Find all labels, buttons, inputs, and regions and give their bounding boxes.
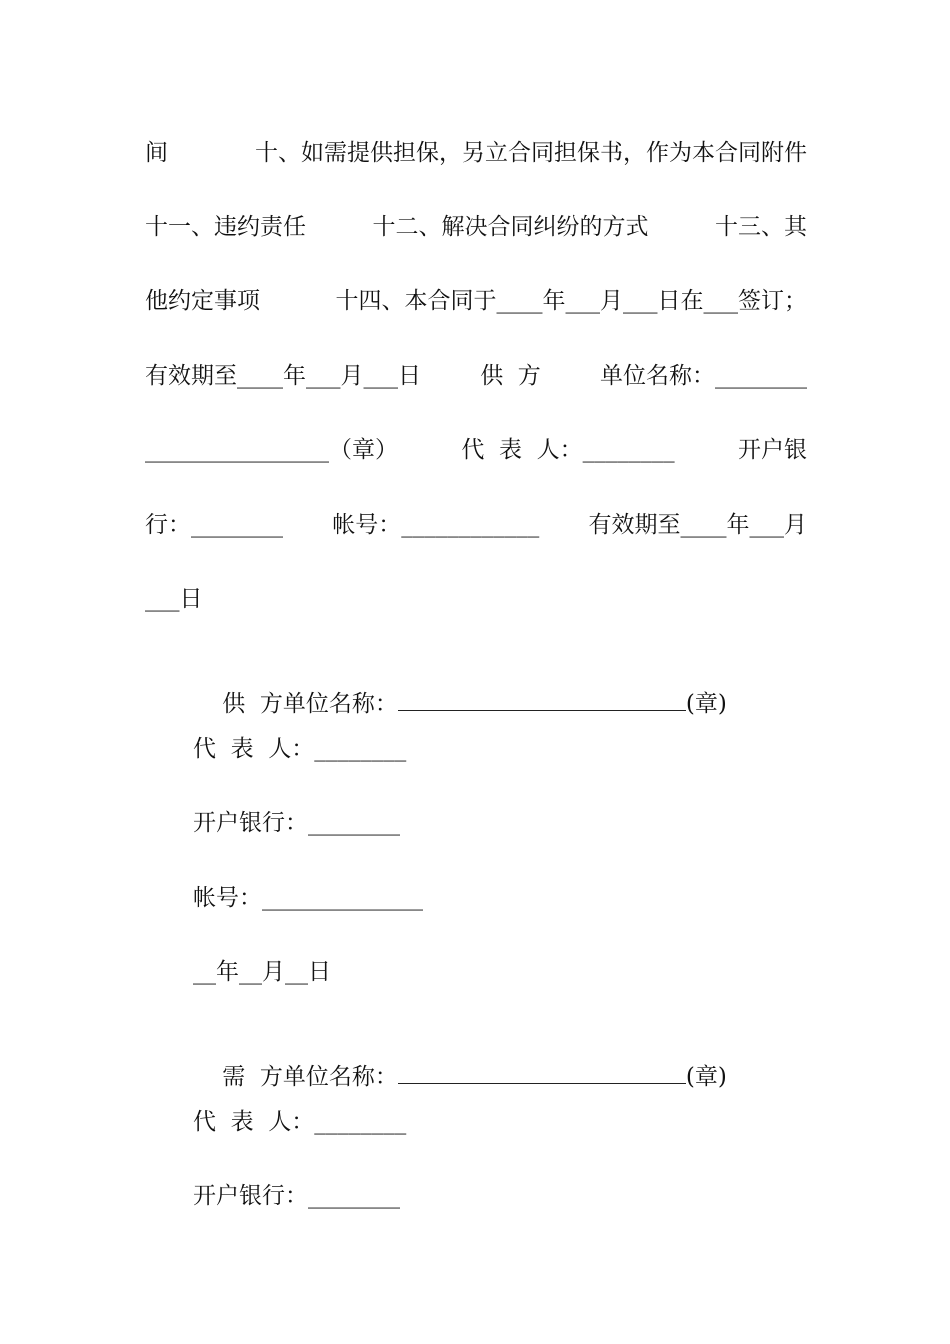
supplier-representative-line: 代 表 人：________ [193,736,407,762]
contract-line-7: ___日 [145,586,203,612]
buyer-representative-line: 代 表 人：________ [193,1109,407,1135]
text-segment: 十二、解决合同纠纷的方式 [372,214,649,240]
supplier-account-line: 帐号：______________ [193,885,423,911]
text-segment: 间 [145,140,168,166]
contract-line-5 [145,435,807,465]
buyer-bank-line: 开户银行：________ [193,1183,400,1209]
text-segment: 十三、其 [715,214,807,240]
buyer-name-label: 需 方单位名称： [222,1064,398,1090]
supplier-name-label: 供 方单位名称： [222,691,398,717]
text-segment: 行：________ [145,512,283,538]
text-segment: 十、如需提供担保，另立合同担保书，作为本合同附件 [255,140,807,166]
text-segment: 开户银 [738,437,807,463]
buyer-seal-mark: (章) [685,1064,727,1090]
supplier-bank-line: 开户银行：________ [193,810,400,836]
text-segment: 有效期至____年___月 [588,512,807,538]
text-segment: 十一、违约责任 [145,214,306,240]
contract-line-6 [145,510,807,540]
supplier-date-line: __年__月__日 [193,959,331,985]
text-segment: ________________（章） [145,437,398,463]
contract-line-3 [145,286,807,316]
text-segment: 有效期至____年___月___日 [145,363,421,389]
text-segment: 他约定事项 [145,288,260,314]
text-segment: 代 表 人：________ [461,437,675,463]
supplier-name-blank [398,690,686,711]
contract-line-1 [145,138,807,168]
contract-line-2 [145,212,807,242]
text-segment: 供 方 [480,363,541,389]
text-segment: 帐号：____________ [332,512,540,538]
contract-line-4 [145,361,807,391]
text-segment: 单位名称：________ [600,363,807,389]
text-segment: 十四、本合同于____年___月___日在___签订； [335,288,807,314]
buyer-name-blank [398,1063,686,1084]
supplier-seal-mark: (章) [685,691,727,717]
